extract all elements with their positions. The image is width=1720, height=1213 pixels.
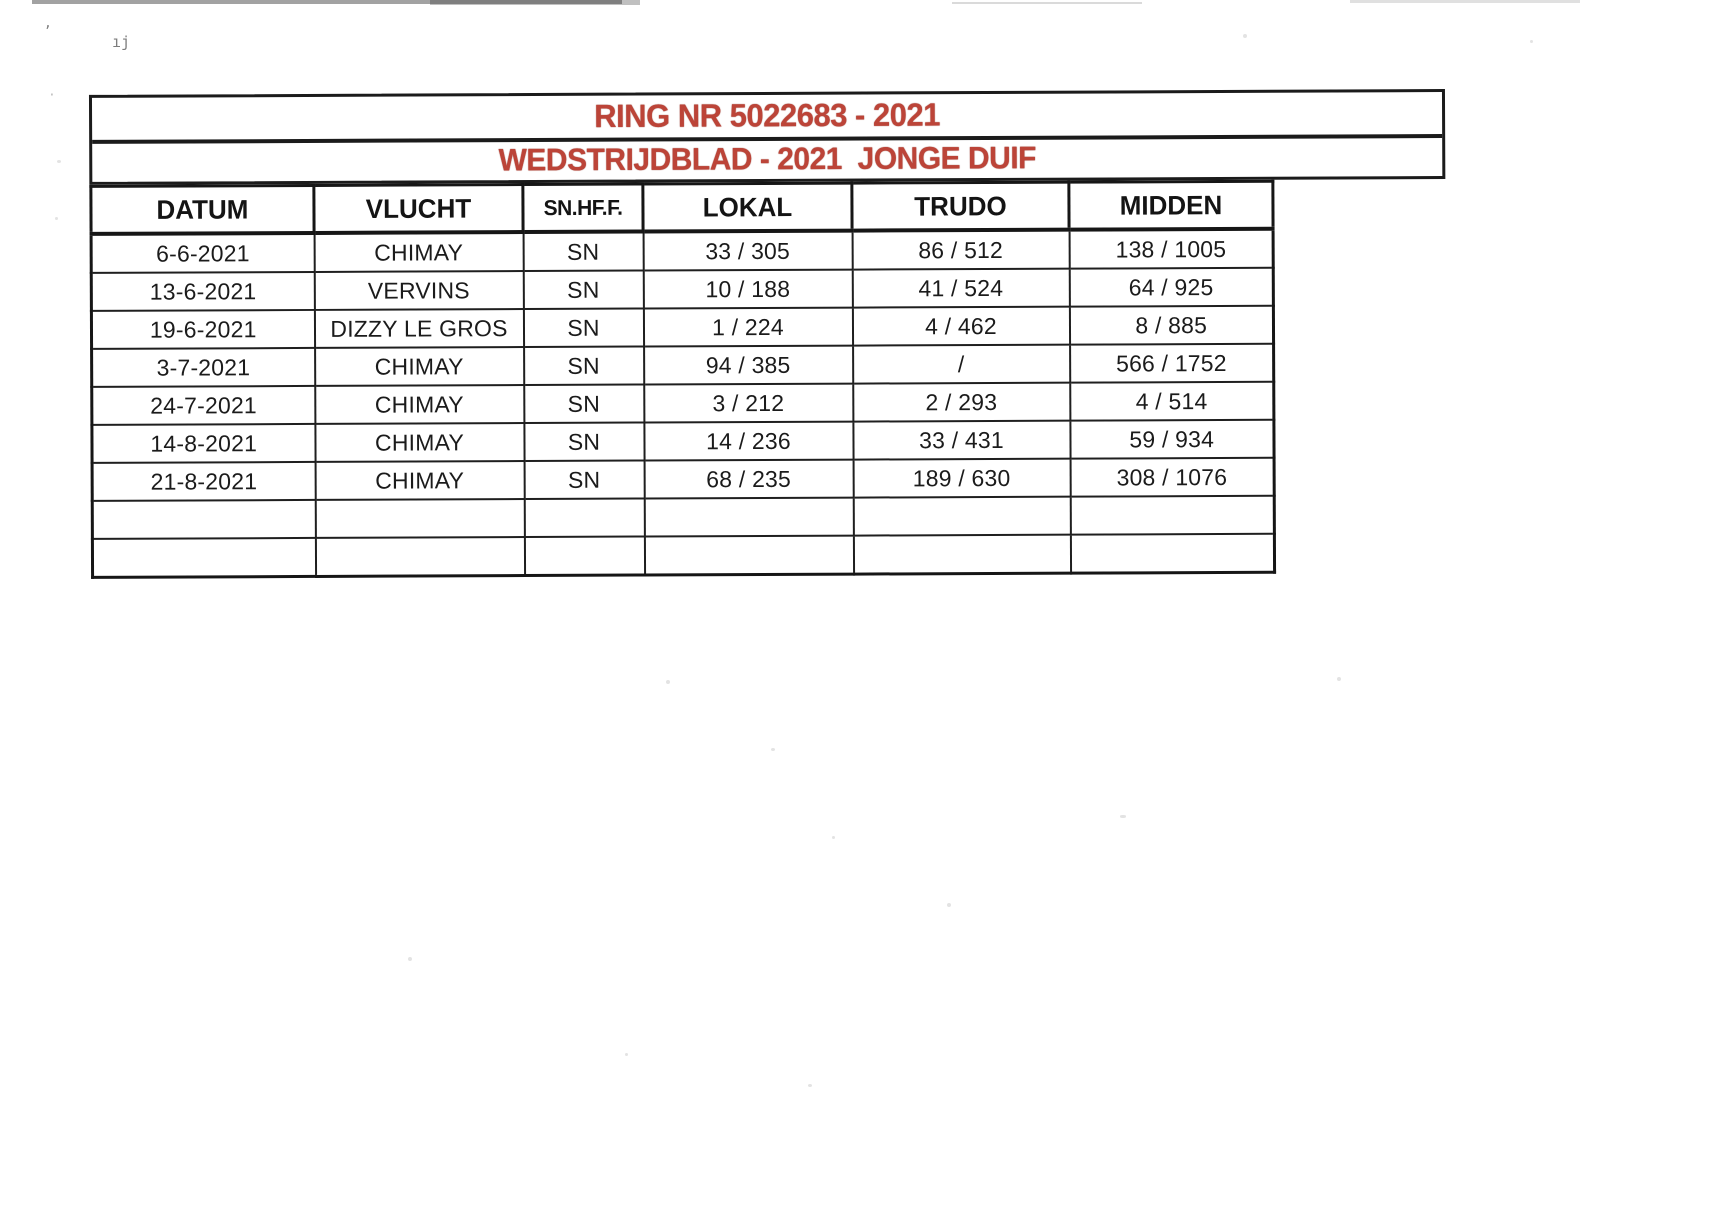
cell-datum: 21-8-2021: [92, 462, 315, 501]
cell-snhff: SN: [524, 347, 644, 386]
cell-snhff: SN: [523, 271, 643, 310]
cell-snhff: SN: [523, 309, 643, 348]
column-header-snhff: SN.HF.F.: [523, 183, 643, 232]
cell-midden: 59 / 934: [1070, 420, 1274, 459]
column-header-datum: DATUM: [91, 185, 314, 235]
cell-lokal: 14 / 236: [644, 422, 853, 461]
cell-datum: 13-6-2021: [91, 272, 314, 311]
cell-vlucht: CHIMAY: [315, 423, 524, 462]
cell-lokal: [644, 498, 853, 537]
cell-lokal: 33 / 305: [643, 231, 852, 271]
column-header-vlucht: VLUCHT: [314, 184, 523, 234]
cell-midden: 4 / 514: [1070, 382, 1274, 421]
cell-lokal: 3 / 212: [644, 384, 853, 423]
cell-midden: 64 / 925: [1069, 268, 1273, 307]
table-row: [91, 306, 1273, 349]
table-row: [91, 229, 1273, 273]
table-row: [92, 382, 1274, 425]
cell-datum: 14-8-2021: [92, 424, 315, 463]
cell-snhff: SN: [524, 385, 644, 424]
cell-trudo: 86 / 512: [852, 230, 1069, 270]
cell-vlucht: [315, 499, 524, 538]
cell-trudo: [853, 497, 1070, 536]
cell-snhff: SN: [523, 232, 643, 272]
column-header-trudo: TRUDO: [852, 181, 1069, 231]
cell-lokal: 1 / 224: [643, 308, 852, 347]
ring-number-banner: [92, 92, 1442, 144]
scan-artifact: ,: [44, 16, 52, 31]
cell-midden: 566 / 1752: [1070, 344, 1274, 383]
ring-number-title: RING NR 5022683 - 2021: [594, 96, 940, 135]
cell-trudo: 41 / 524: [852, 269, 1069, 308]
cell-midden: 8 / 885: [1069, 306, 1273, 345]
cell-vlucht: CHIMAY: [315, 385, 524, 424]
title-block: [89, 89, 1445, 185]
table-row: [91, 268, 1273, 311]
scan-artifact: ·: [48, 88, 56, 103]
cell-midden: 308 / 1076: [1070, 458, 1274, 497]
cell-snhff: [524, 537, 644, 576]
cell-midden: [1070, 534, 1274, 573]
cell-datum: 6-6-2021: [91, 233, 314, 273]
cell-trudo: 33 / 431: [853, 421, 1070, 460]
table-row-empty: [92, 496, 1274, 539]
cell-vlucht: [315, 537, 524, 576]
cell-trudo: 2 / 293: [853, 383, 1070, 422]
cell-vlucht: DIZZY LE GROS: [314, 309, 523, 348]
cell-trudo: /: [853, 345, 1070, 384]
sheet-name-title: WEDSTRIJDBLAD - 2021 JONGE DUIF: [498, 141, 1037, 178]
table-row: [92, 458, 1274, 501]
cell-lokal: 68 / 235: [644, 460, 853, 499]
cell-snhff: SN: [524, 423, 644, 462]
cell-snhff: [524, 499, 644, 538]
cell-lokal: [644, 536, 853, 575]
cell-trudo: 189 / 630: [853, 459, 1070, 498]
scan-artifact: ıj: [112, 33, 131, 51]
cell-midden: 138 / 1005: [1069, 229, 1273, 269]
cell-trudo: 4 / 462: [852, 307, 1069, 346]
table-header: [91, 181, 1273, 234]
cell-vlucht: CHIMAY: [314, 232, 523, 272]
cell-datum: 3-7-2021: [92, 348, 315, 387]
cell-snhff: SN: [524, 461, 644, 500]
cell-datum: 19-6-2021: [91, 310, 314, 349]
table-row-empty: [92, 534, 1274, 578]
results-table: [89, 180, 1276, 579]
header-row: [91, 181, 1273, 234]
column-header-midden: MIDDEN: [1069, 181, 1273, 231]
cell-vlucht: CHIMAY: [315, 461, 524, 500]
cell-trudo: [853, 535, 1070, 574]
cell-vlucht: CHIMAY: [315, 347, 524, 386]
cell-midden: [1070, 496, 1274, 535]
table-body: [91, 229, 1274, 578]
table-row: [92, 420, 1274, 463]
cell-datum: 24-7-2021: [92, 386, 315, 425]
cell-vlucht: VERVINS: [314, 271, 523, 310]
sheet-name-banner: [92, 138, 1442, 182]
cell-lokal: 94 / 385: [644, 346, 853, 385]
cell-datum: [92, 500, 315, 539]
table-row: [92, 344, 1274, 387]
column-header-lokal: LOKAL: [643, 182, 852, 232]
cell-lokal: 10 / 188: [643, 270, 852, 309]
cell-datum: [92, 538, 315, 577]
